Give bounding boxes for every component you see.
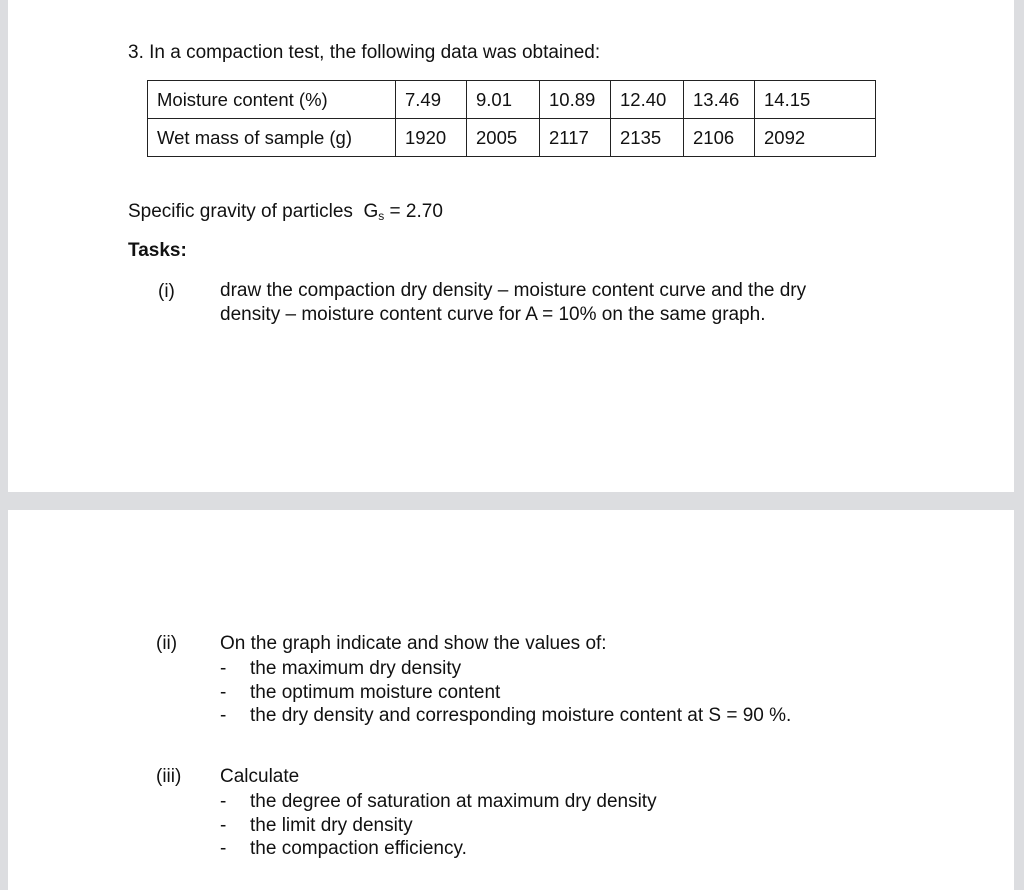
task-i-number: (i) bbox=[158, 281, 175, 302]
question-title: 3. In a compaction test, the following data was obtained: bbox=[128, 42, 601, 63]
dash-marker: - bbox=[220, 705, 227, 726]
tasks-heading: Tasks: bbox=[128, 240, 187, 261]
dash-marker: - bbox=[220, 658, 227, 679]
table-cell: 10.89 bbox=[540, 81, 611, 119]
list-item bbox=[220, 814, 657, 838]
table-cell: 13.46 bbox=[684, 81, 755, 119]
page-1 bbox=[8, 0, 1014, 492]
dash-marker: - bbox=[220, 814, 227, 836]
gs-symbol: G bbox=[363, 201, 379, 222]
table-cell: 14.15 bbox=[755, 81, 876, 119]
gs-value: = 2.70 bbox=[389, 201, 443, 222]
page-2 bbox=[8, 510, 1014, 890]
bullet-text: the limit dry density bbox=[250, 814, 413, 836]
specific-gravity-line bbox=[128, 201, 443, 223]
task-i-text: draw the compaction dry density – moisture content curve and the dry density – moisture content curve for A = 10% on the same graph. bbox=[220, 280, 807, 325]
bullet-text: the maximum dry density bbox=[250, 658, 462, 679]
compaction-data-table bbox=[147, 80, 876, 157]
table-cell: 2005 bbox=[467, 119, 540, 157]
bullet-text: the compaction efficiency. bbox=[250, 838, 467, 859]
row-header-wet-mass: Wet mass of sample (g) bbox=[148, 119, 396, 157]
list-item bbox=[220, 837, 657, 861]
table-cell: 12.40 bbox=[611, 81, 684, 119]
task-ii-intro: On the graph indicate and show the values of: bbox=[220, 633, 607, 654]
bullet-text: the dry density and corresponding moisture content at S = 90 %. bbox=[250, 705, 792, 726]
table-row bbox=[148, 119, 876, 157]
list-item bbox=[220, 790, 657, 814]
task-ii-number: (ii) bbox=[156, 633, 178, 654]
table-cell: 1920 bbox=[396, 119, 467, 157]
specific-gravity-label: Specific gravity of particles bbox=[128, 201, 353, 222]
bullet-text: the degree of saturation at maximum dry density bbox=[250, 791, 657, 812]
bullet-text: the optimum moisture content bbox=[250, 681, 501, 703]
table-cell: 2135 bbox=[611, 119, 684, 157]
dash-marker: - bbox=[220, 838, 227, 859]
table-cell: 2117 bbox=[540, 119, 611, 157]
task-ii-bullet-list bbox=[220, 657, 791, 728]
table-cell: 2106 bbox=[684, 119, 755, 157]
table-cell: 9.01 bbox=[467, 81, 540, 119]
table-cell: 7.49 bbox=[396, 81, 467, 119]
list-item bbox=[220, 657, 791, 681]
task-iii-intro: Calculate bbox=[220, 766, 300, 787]
row-header-moisture: Moisture content (%) bbox=[148, 81, 396, 119]
table-cell: 2092 bbox=[755, 119, 876, 157]
list-item bbox=[220, 704, 791, 728]
gs-subscript: s bbox=[378, 209, 385, 223]
table-row bbox=[148, 81, 876, 119]
dash-marker: - bbox=[220, 681, 227, 703]
task-iii-bullet-list bbox=[220, 790, 657, 861]
dash-marker: - bbox=[220, 791, 227, 812]
task-iii-number: (iii) bbox=[156, 766, 182, 787]
list-item bbox=[220, 681, 791, 705]
